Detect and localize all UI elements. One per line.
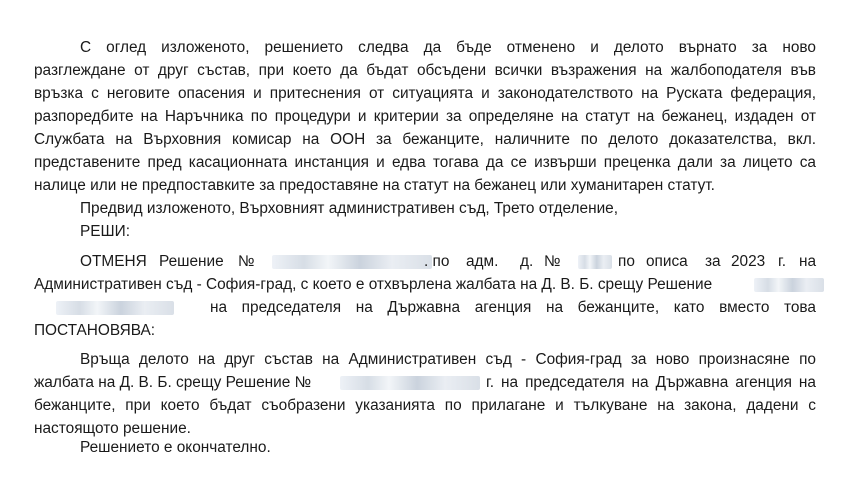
paragraph-1-line-7: налице или не предпоставките за предоставяне на статут на бежанец или хуманитарен статут. [34,177,715,194]
paragraph-4-line-2-text-a: жалбата на Д. В. Б. срещу Решение № [34,374,312,391]
paragraph-1-line-6: представените пред касационната инстанция и едва тогава да се извърши преценка дали за лицето са [34,154,816,171]
paragraph-4-line-2-text-b: г. на председателя на Държавна агенция на [486,374,816,391]
paragraph-2: Предвид изложеното, Върховният административен съд, Трето отделение, [80,200,619,217]
paragraph-3-line-4: ПОСТАНОВЯВА: [34,322,156,339]
paragraph-1-line-1: С оглед изложеното, решението следва да бъде отменено и делото върнато за ново [80,39,816,56]
redacted-case-number [578,255,612,269]
word-po-2: по [618,253,635,270]
paragraph-1-line-3: връзка с неговите опасения и притеснения от ситуацията и законодателството на Руската федерация, [34,85,816,102]
paragraph-4-line-4: настоящото решение. [34,420,191,437]
word-d: д. [520,253,534,270]
word-decision: Решение [159,253,224,270]
paragraph-3-line-1 [80,251,816,273]
redacted-decision-ref [754,278,824,292]
final-sentence: Решението е окончателно. [80,439,271,456]
word-g: г. [778,253,787,270]
paragraph-4-line-1: Връща делото на друг състав на Административен съд - София-град за ново произнасяне по [80,351,816,368]
paragraph-4-line-2 [34,372,816,394]
word-number-sign-2: № [544,253,561,270]
redacted-decision-ref-3 [340,376,480,390]
word-year: 2023 [731,253,766,270]
paragraph-3-line-2 [34,274,816,296]
resolve-heading: РЕШИ: [80,223,130,240]
word-na: на [799,253,817,270]
paragraph-3-line-2-text: Административен съд - София-град, с което е отхвърлена жалбата на Д. В. Б. срещу Решение [34,276,713,293]
paragraph-3-line-3-text: на председателя на Държавна агенция на бежанците, като вместо това [210,299,816,316]
redacted-decision-number [272,255,432,269]
word-annuls: ОТМЕНЯ [80,253,147,270]
word-za: за [705,253,721,270]
paragraph-1-line-2: разглеждане от друг състав, при което да бъдат обсъдени всички възражения на жалбоподателя във [34,62,816,79]
paragraph-1-line-5: Службата на Върховния комисар на ООН за бежанците, наличните по делото доказателства, вкл. [34,131,816,148]
word-opisa: описа [646,253,688,270]
paragraph-1-line-4: разпоредбите на Наръчника по процедури и критерии за определяне на статут на бежанец, издаден от [34,108,816,125]
word-adm: адм. [466,253,499,270]
word-po: . по [424,253,450,270]
redacted-decision-ref-2 [56,301,174,315]
paragraph-3-line-3 [34,297,816,319]
word-number-sign: № [238,253,255,270]
paragraph-4-line-3: бежанците, при което бъдат съобразени указанията по прилагане и тълкуване на закона, дадени с [34,397,816,414]
